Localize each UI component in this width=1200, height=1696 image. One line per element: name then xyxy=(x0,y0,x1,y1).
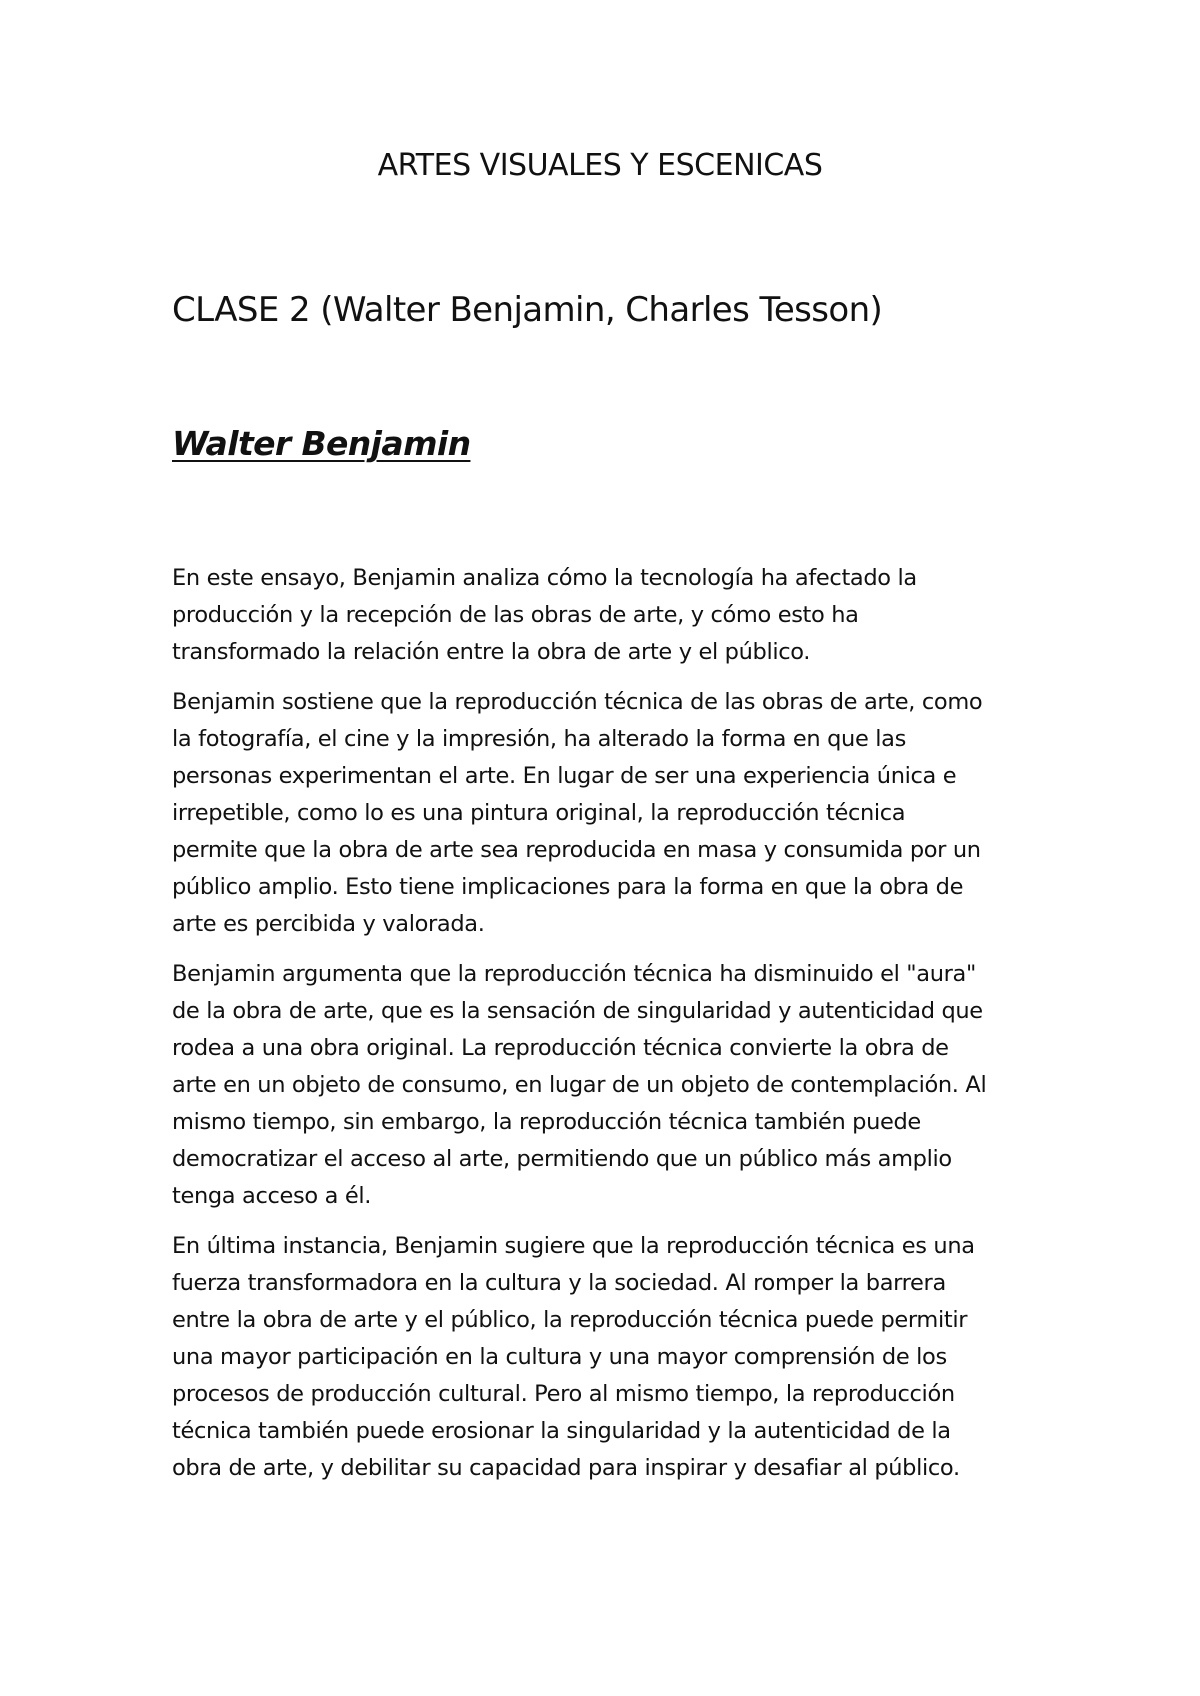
body-text xyxy=(172,560,1052,1500)
text-line: Benjamin sostiene que la reproducción técnica de las obras de arte, como xyxy=(172,689,983,715)
text-line: Benjamin argumenta que la reproducción técnica ha disminuido el "aura" xyxy=(172,961,976,987)
text-line: público amplio. Esto tiene implicaciones para la forma en que la obra de xyxy=(172,874,964,900)
text-line: la fotografía, el cine y la impresión, ha alterado la forma en que las xyxy=(172,726,906,752)
text-line: tenga acceso a él. xyxy=(172,1183,372,1209)
text-line: arte es percibida y valorada. xyxy=(172,911,485,937)
text-line: mismo tiempo, sin embargo, la reproducción técnica también puede xyxy=(172,1109,921,1135)
text-line: procesos de producción cultural. Pero al mismo tiempo, la reproducción xyxy=(172,1381,955,1407)
text-line: arte en un objeto de consumo, en lugar de un objeto de contemplación. Al xyxy=(172,1072,987,1098)
text-line: fuerza transformadora en la cultura y la sociedad. Al romper la barrera xyxy=(172,1270,946,1296)
text-line: una mayor participación en la cultura y una mayor comprensión de los xyxy=(172,1344,947,1370)
text-line: transformado la relación entre la obra de arte y el público. xyxy=(172,639,811,665)
document-title: ARTES VISUALES Y ESCENICAS xyxy=(377,148,823,183)
text-line: entre la obra de arte y el público, la reproducción técnica puede permitir xyxy=(172,1307,968,1333)
text-line: En este ensayo, Benjamin analiza cómo la tecnología ha afectado la xyxy=(172,565,917,591)
text-line: En última instancia, Benjamin sugiere que la reproducción técnica es una xyxy=(172,1233,975,1259)
text-line: democratizar el acceso al arte, permitiendo que un público más amplio xyxy=(172,1146,952,1172)
text-line: permite que la obra de arte sea reproducida en masa y consumida por un xyxy=(172,837,981,863)
paragraph xyxy=(172,684,1052,943)
paragraph xyxy=(172,1228,1052,1487)
text-line: personas experimentan el arte. En lugar de ser una experiencia única e xyxy=(172,763,957,789)
text-line: irrepetible, como lo es una pintura original, la reproducción técnica xyxy=(172,800,906,826)
class-heading: CLASE 2 (Walter Benjamin, Charles Tesson) xyxy=(172,290,883,330)
paragraph xyxy=(172,956,1052,1215)
text-line: técnica también puede erosionar la singularidad y la autenticidad de la xyxy=(172,1418,951,1444)
section-heading: Walter Benjamin xyxy=(172,424,471,463)
text-line: rodea a una obra original. La reproducción técnica convierte la obra de xyxy=(172,1035,949,1061)
paragraph xyxy=(172,560,1052,671)
text-line: de la obra de arte, que es la sensación de singularidad y autenticidad que xyxy=(172,998,983,1024)
text-line: obra de arte, y debilitar su capacidad para inspirar y desafiar al público. xyxy=(172,1455,960,1481)
text-line: producción y la recepción de las obras de arte, y cómo esto ha xyxy=(172,602,859,628)
